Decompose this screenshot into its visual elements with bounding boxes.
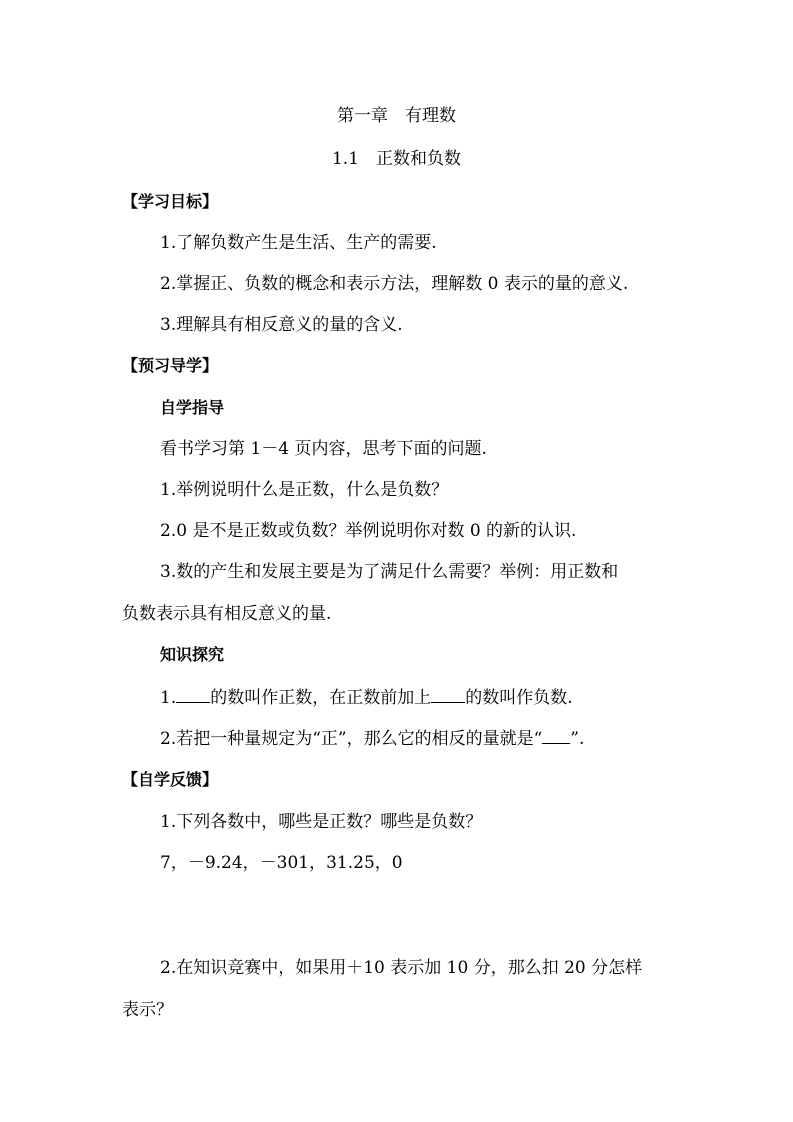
knowledge-item-1-suffix: 的数叫作负数. [465, 688, 573, 708]
fill-blank [176, 686, 210, 703]
question-3-line-1: 3.数的产生和发展主要是为了满足什么需要？举例：用正数和 [160, 562, 619, 582]
knowledge-item-1-middle: 的数叫作正数，在正数前加上 [210, 688, 432, 708]
fill-blank [542, 727, 570, 744]
section-title: 1.1 正数和负数 [331, 149, 462, 169]
explore-label: 知识探究 [160, 645, 225, 664]
knowledge-item-2-prefix: 2.若把一种量规定为“正”，那么它的相反的量就是“ [160, 729, 543, 749]
chapter-title: 第一章 有理数 [337, 106, 456, 126]
question-3-line-2: 负数表示具有相反意义的量. [122, 604, 332, 624]
knowledge-item-1 [160, 686, 573, 709]
knowledge-item-2-suffix: ”. [570, 729, 585, 749]
fill-blank [431, 686, 465, 703]
self-study-intro: 看书学习第 1－4 页内容，思考下面的问题. [160, 439, 487, 459]
question-1: 1.举例说明什么是正数，什么是负数？ [160, 480, 449, 500]
feedback-question-2-line-1: 2.在知识竞赛中，如果用＋10 表示加 10 分，那么扣 20 分怎样 [160, 958, 643, 978]
question-2: 2.0 是不是正数或负数？举例说明你对数 0 的新的认识. [160, 521, 577, 541]
preview-heading: 【预习导学】 [122, 356, 219, 375]
feedback-number-list: 7，－9.24，－301，31.25，0 [160, 853, 403, 873]
feedback-question-2-line-2: 表示？ [122, 1000, 173, 1020]
objective-item-2: 2.掌握正、负数的概念和表示方法，理解数 0 表示的量的意义. [160, 274, 629, 294]
objective-item-1: 1.了解负数产生是生活、生产的需要. [160, 233, 437, 253]
feedback-question-1: 1.下列各数中，哪些是正数？哪些是负数？ [160, 812, 483, 832]
knowledge-item-1-prefix: 1. [160, 688, 177, 708]
knowledge-item-2 [160, 727, 584, 750]
feedback-heading: 【自学反馈】 [122, 770, 219, 789]
objective-item-3: 3.理解具有相反意义的量的含义. [160, 315, 403, 335]
self-study-label: 自学指导 [160, 398, 225, 417]
objectives-heading: 【学习目标】 [122, 192, 219, 211]
